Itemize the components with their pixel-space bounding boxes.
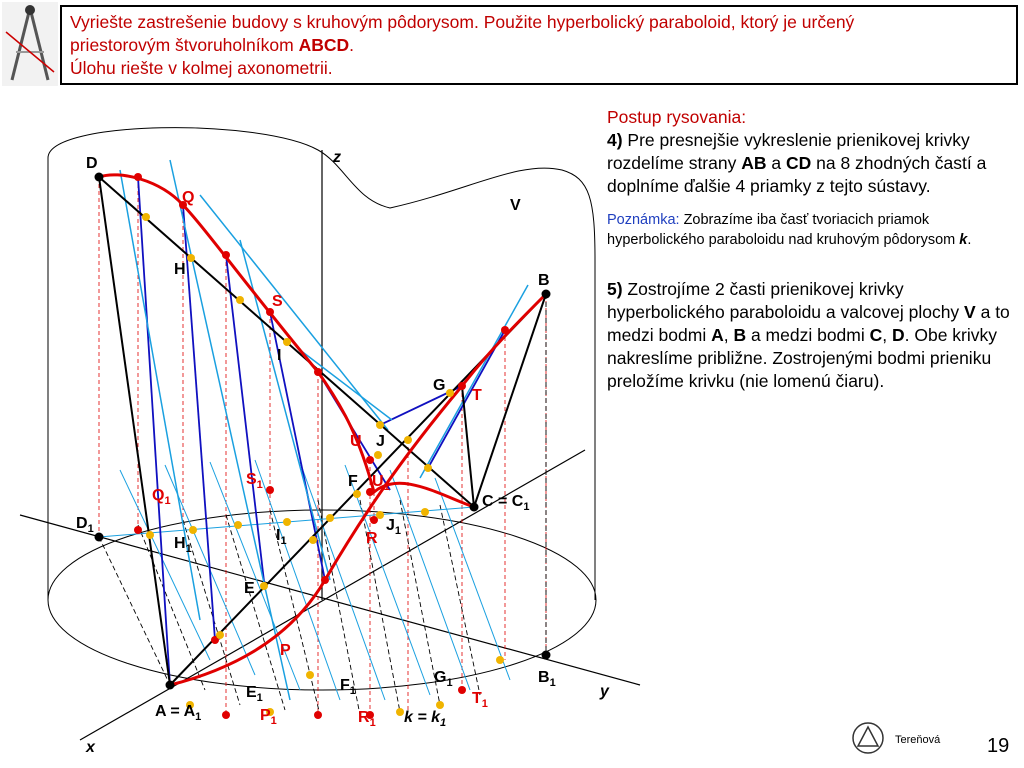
label-P1-sub: 1: [270, 715, 277, 727]
label-R1: [358, 709, 376, 729]
label-P1-letter: P: [260, 707, 271, 724]
label-G1-letter: G: [434, 669, 447, 686]
label-V: V: [510, 197, 521, 214]
label-J: J: [376, 433, 385, 450]
step-5-A: A: [711, 325, 724, 345]
label-U1-sub: 1: [383, 481, 390, 493]
label-U1-letter: U: [372, 473, 384, 490]
label-B1-letter: B: [538, 669, 550, 686]
note-k: k: [959, 232, 968, 248]
label-F: F: [348, 473, 358, 490]
label-I: I: [277, 347, 282, 364]
label-H1-letter: H: [174, 535, 186, 552]
title-line-2-text: priestorovým štvoruholníkom: [70, 35, 299, 55]
triangle-in-circle-icon: [850, 720, 886, 756]
label-C-letter: C = C: [482, 493, 524, 510]
title-line-2-end: .: [349, 35, 354, 55]
step-5-text-a: Zostrojíme 2 časti prienikovej krivky hyperbolického paraboloidu a valcovej plochy: [607, 279, 965, 322]
label-H1: [174, 535, 192, 555]
label-Q: Q: [182, 189, 195, 206]
label-D1-sub: 1: [87, 523, 94, 535]
step-4-text-c: na 8 zhodných častí a doplníme ďalšie 4 priamky z tejto sústavy.: [607, 153, 987, 196]
label-R1-sub: 1: [369, 717, 376, 729]
label-k-letter: k = k: [404, 709, 441, 726]
note-text: Zobrazíme iba časť tvoriacich priamok hyperbolického paraboloidu nad kruhovým pôdorysom: [607, 212, 960, 248]
label-P1: [260, 707, 277, 727]
title-line-1: Vyriešte zastrešenie budovy s kruhovým pôdorysom. Použite hyperbolický paraboloid, ktorý je určený: [70, 12, 855, 32]
step-4-text-a: Pre presnejšie vykreslenie prienikovej krivky rozdelíme strany: [607, 130, 970, 173]
label-P: P: [280, 642, 291, 659]
label-D: D: [86, 155, 98, 172]
label-G1-sub: 1: [446, 677, 453, 689]
step-4-text-b: a: [766, 153, 786, 173]
label-J1-sub: 1: [394, 525, 402, 537]
label-U: U: [350, 433, 362, 450]
label-Q1: [152, 487, 171, 507]
yellow-points: [142, 213, 504, 716]
label-F1-letter: F: [340, 677, 350, 694]
label-H: H: [174, 261, 186, 278]
label-F1: [340, 677, 356, 697]
label-B1: [538, 669, 556, 689]
label-I1-letter: I: [276, 527, 281, 544]
label-C: [482, 493, 529, 513]
step-4-cd: CD: [785, 153, 812, 173]
label-T: T: [472, 387, 482, 404]
label-T1-letter: T: [472, 690, 482, 707]
label-A-letter: A = A: [155, 703, 196, 720]
label-S1-letter: S: [246, 471, 257, 488]
label-A: [155, 703, 201, 723]
label-Q1-sub: 1: [164, 495, 171, 507]
step-5-text-b: a to medzi bodmi: [607, 302, 1010, 345]
label-S: S: [272, 293, 283, 310]
label-x: x: [86, 739, 95, 756]
label-Q1-letter: Q: [152, 487, 165, 504]
label-C-sub: 1: [523, 501, 530, 513]
title-line-3: Úlohu riešte v kolmej axonometrii.: [70, 58, 333, 78]
label-E1-letter: E: [246, 684, 257, 701]
label-S1-sub: 1: [256, 479, 263, 491]
step-5-D: D: [892, 325, 905, 345]
note-label: Poznámka:: [607, 212, 680, 228]
label-J1: [386, 517, 401, 537]
step-5-v: V: [964, 302, 976, 322]
label-A-sub: 1: [195, 711, 202, 723]
label-B1-sub: 1: [549, 677, 556, 689]
label-G: G: [433, 377, 446, 394]
step-5-B: B: [733, 325, 747, 345]
label-T1-sub: 1: [481, 698, 488, 710]
procedure-heading: Postup rysovania:: [607, 107, 747, 127]
label-y: y: [600, 683, 609, 700]
label-k-sub: 1: [440, 717, 447, 729]
label-D1: [76, 515, 94, 535]
step-4-ab: AB: [741, 153, 767, 173]
author-name: Tereňová: [895, 734, 941, 746]
page-number: 19: [987, 735, 1010, 757]
label-k: [404, 709, 446, 729]
label-E1-sub: 1: [256, 692, 263, 704]
step-5-text-c: ,: [723, 325, 734, 345]
label-B: B: [538, 272, 550, 289]
label-I1: [276, 527, 287, 547]
note-end: .: [967, 232, 972, 248]
title-abcd: ABCD: [298, 35, 350, 55]
label-T1: [472, 690, 488, 710]
step-5-number: 5): [607, 279, 623, 299]
label-R1-letter: R: [358, 709, 370, 726]
label-E1: [246, 684, 263, 704]
label-H1-sub: 1: [185, 543, 192, 555]
label-J1-letter: J: [386, 517, 395, 534]
label-R: R: [366, 530, 378, 547]
step-5-C: C: [869, 325, 883, 345]
label-z: z: [333, 149, 341, 166]
label-D1-letter: D: [76, 515, 88, 532]
label-I1-sub: 1: [280, 535, 287, 547]
label-G1: [434, 669, 453, 689]
step-5-text-e: ,: [882, 325, 892, 345]
step-5-text-d: a medzi bodmi: [746, 325, 870, 345]
step-4-number: 4): [607, 130, 623, 150]
label-E: E: [244, 580, 255, 597]
label-F1-sub: 1: [349, 685, 356, 697]
step-5-text-f: . Obe krivky nakreslíme približne. Zostrojenými bodmi prieniku preložíme krivku (nie lomenú čiaru).: [607, 325, 998, 391]
